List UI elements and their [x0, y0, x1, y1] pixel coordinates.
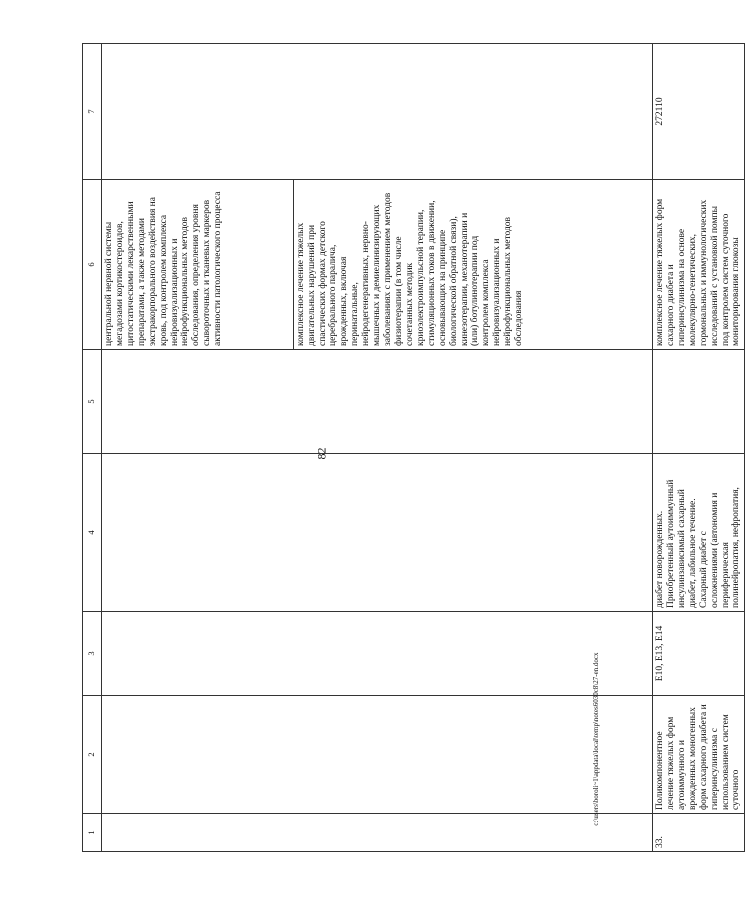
treatment-text: центральной нервной системы мегадозами кортикостероидов, цитостатическими лекарственными препаратами, а также методами экстракорпорального воздействия на кровь, под контролем комплекса нейровизуализационных и нейрофункциональных методов обследования, определения уровня сывороточных и тканевых маркеров активности патологического процесса [102, 180, 293, 349]
header-cell: 1 [83, 814, 102, 852]
table-cell [102, 180, 653, 350]
diagnosis-description: диабет новорожденных. Приобретенный аутоиммунный инсулинзависимый сахарный диабет, лабильное течение. Сахарный диабет с осложнениями (автономия и периферическая полинейропатия, нефропатия, [653, 454, 745, 612]
table-cell [102, 612, 653, 696]
table-cell [102, 350, 653, 454]
table-container [82, 44, 742, 852]
cost-value: 272110 [653, 44, 745, 180]
treatment-text: комплексное лечение тяжелых двигательных нарушений при спастических формах детского церебрального паралича, врожденных, включая перинатальные, нейродегенеративных, нервно- мышечных и демиелинизирующих заболеваниях с применением методов физиотерапии (в том числе сочетанных методик криоэлектроимпульсной терапии, стимуляционных токов в движении, основывающих на принципе биологической обратной связи), кинезотерапии, механотерапии и (или) ботулинотерапии под контролем комплекса нейровизуализационных и нейрофункциональных методов обследования [295, 192, 525, 346]
header-row [83, 44, 102, 852]
header-cell: 5 [83, 350, 102, 454]
header-cell: 3 [83, 612, 102, 696]
treatment-name: Поликомпонентное лечение тяжелых форм аутоиммунного и врожденных моногенных форм сахарного диабета и гиперинсулинизма с использованием систем суточного [653, 696, 745, 814]
table-cell [102, 814, 653, 852]
table-cell [102, 44, 653, 180]
header-cell: 4 [83, 454, 102, 612]
treatment-method: комплексное лечение тяжелых форм сахарного диабета и гиперинсулинизма на основе молекулярно-генетических, гормональных и иммунологических исследований с установкой помпы под контролем систем суточного мониторирования глюкозы [653, 180, 745, 350]
header-cell: 7 [83, 44, 102, 180]
table-row-33 [653, 44, 745, 852]
rotated-table-wrapper [82, 44, 742, 852]
nested-treatment-table [102, 180, 652, 349]
row-number: 33. [653, 814, 745, 852]
table-cell [102, 696, 653, 814]
page-number: 82 [314, 447, 329, 460]
footer-file-path: c:\users\boroli~1\appdata\local\temp\notes6030c8\27-en.docx [592, 652, 600, 826]
table-cell [102, 454, 653, 612]
header-cell: 2 [83, 696, 102, 814]
table-cell [653, 350, 745, 454]
diagnosis-codes: E10, E13, E14 [653, 612, 745, 696]
medical-care-table [82, 43, 745, 852]
continuation-row [102, 44, 653, 852]
header-cell: 6 [83, 180, 102, 350]
